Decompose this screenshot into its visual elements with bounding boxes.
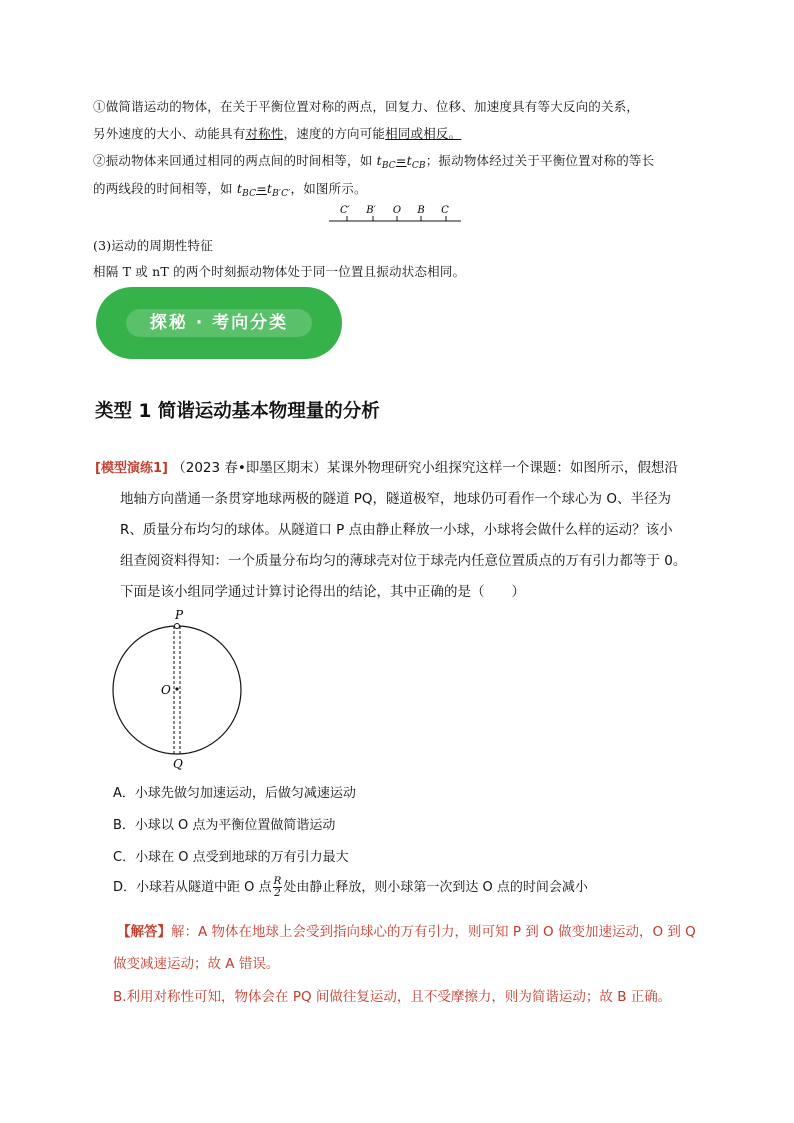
fraction-denominator: 2 bbox=[274, 887, 281, 899]
problem-line-5: 下面是该小组同学通过计算讨论得出的结论，其中正确的是（ ） bbox=[120, 584, 525, 600]
option-a: A．小球先做匀加速运动，后做匀减速运动 bbox=[113, 786, 356, 801]
label-cprime: C′ bbox=[340, 205, 350, 216]
sub-bpcp: B′C′ bbox=[272, 189, 291, 199]
problem-text-1: （2023 春•即墨区期末）某课外物理研究小组探究这样一个课题：如图所示，假想沿 bbox=[172, 460, 678, 476]
var-t: t bbox=[236, 181, 243, 196]
type-heading: 类型 1 简谐运动基本物理量的分析 bbox=[95, 401, 380, 422]
answer-tag: 【解答】 bbox=[117, 924, 171, 940]
section-banner bbox=[96, 287, 342, 359]
option-d-text-2: 处由静止释放，则小球第一次到达 O 点的时间会减小 bbox=[283, 880, 588, 895]
problem-line-2: 地轴方向凿通一条贯穿地球两极的隧道 PQ，隧道极窄，地球仍可看作一个球心为 O、半径为 bbox=[120, 491, 671, 507]
answer-text-1: 解：A 物体在地球上会受到指向球心的万有引力，则可知 P 到 O 做变加速运动，O 到 Q bbox=[171, 924, 696, 940]
property-2-line-2 bbox=[93, 179, 367, 199]
sub-bc: BC bbox=[242, 189, 257, 199]
fraction-r-over-2 bbox=[273, 876, 283, 899]
banner-text: 探秘 · 考向分类 bbox=[149, 313, 289, 333]
var-t: t bbox=[376, 153, 382, 168]
var-t: t bbox=[406, 153, 412, 168]
property-1-line-2 bbox=[93, 124, 461, 142]
property-1-line-1: ①做简谐运动的物体，在关于平衡位置对称的两点，回复力、位移、加速度具有等大反向的关系， bbox=[93, 99, 640, 114]
equals: = bbox=[256, 181, 267, 196]
property-1-blank-symmetry: 对称性 bbox=[245, 126, 284, 141]
var-t: t bbox=[266, 181, 273, 196]
property-1-text-2: ，速度的方向可能 bbox=[283, 126, 386, 141]
property-2-text: ②振动物体来回通过相同的两点间的时间相等，如 bbox=[93, 153, 377, 168]
problem-line-1 bbox=[95, 456, 678, 476]
fraction-numerator: R bbox=[273, 875, 282, 887]
label-o: O bbox=[392, 205, 402, 216]
label-q: Q bbox=[173, 757, 183, 771]
label-b: B bbox=[417, 205, 425, 216]
property-1-text: 另外速度的大小、动能具有 bbox=[93, 126, 246, 141]
property-3-text: 相隔 T 或 nT 的两个时刻振动物体处于同一位置且振动状态相同。 bbox=[93, 264, 466, 279]
label-c: C bbox=[441, 205, 449, 216]
point-p-ball bbox=[175, 624, 180, 629]
problem-tag: [模型演练1] bbox=[95, 461, 168, 476]
property-1-blank-direction: 相同或相反。 bbox=[385, 126, 462, 141]
property-3-title: (3)运动的周期性特征 bbox=[93, 238, 213, 253]
answer-line-1 bbox=[117, 920, 696, 940]
property-2-text-3: 的两线段的时间相等，如 bbox=[93, 181, 237, 196]
property-2-text-4: ，如图所示。 bbox=[290, 181, 367, 196]
label-o: O bbox=[161, 683, 171, 697]
option-d-text-1: D．小球若从隧道中距 O 点 bbox=[113, 880, 272, 895]
property-2-text-2: ；振动物体经过关于平衡位置对称的等长 bbox=[425, 153, 655, 168]
equals: = bbox=[395, 153, 407, 168]
label-bprime: B′ bbox=[366, 205, 376, 216]
sub-bc: BC bbox=[381, 161, 396, 171]
answer-line-2: 做变减速运动；故 A 错误。 bbox=[113, 956, 280, 972]
problem-line-3: R、质量分布均匀的球体。从隧道口 P 点由静止释放一小球，小球将会做什么样的运动？该小 bbox=[120, 522, 673, 538]
option-d bbox=[113, 876, 588, 899]
sub-cb: CB bbox=[411, 161, 426, 171]
option-b: B．小球以 O 点为平衡位置做简谐运动 bbox=[113, 818, 336, 833]
problem-line-4: 组查阅资料得知：一个质量分布均匀的薄球壳对位于球壳内任意位置质点的万有引力都等于 0。 bbox=[120, 553, 687, 569]
earth-tunnel-figure bbox=[105, 606, 255, 776]
label-p: P bbox=[175, 608, 184, 622]
property-2-line-1 bbox=[93, 151, 654, 171]
option-c: C．小球在 O 点受到地球的万有引力最大 bbox=[113, 850, 349, 865]
center-o-dot bbox=[175, 687, 178, 690]
answer-line-3: B.利用对称性可知，物体会在 PQ 间做往复运动，且不受摩擦力，则为简谐运动；故 B 正确。 bbox=[113, 989, 672, 1005]
number-line-figure bbox=[325, 201, 465, 225]
